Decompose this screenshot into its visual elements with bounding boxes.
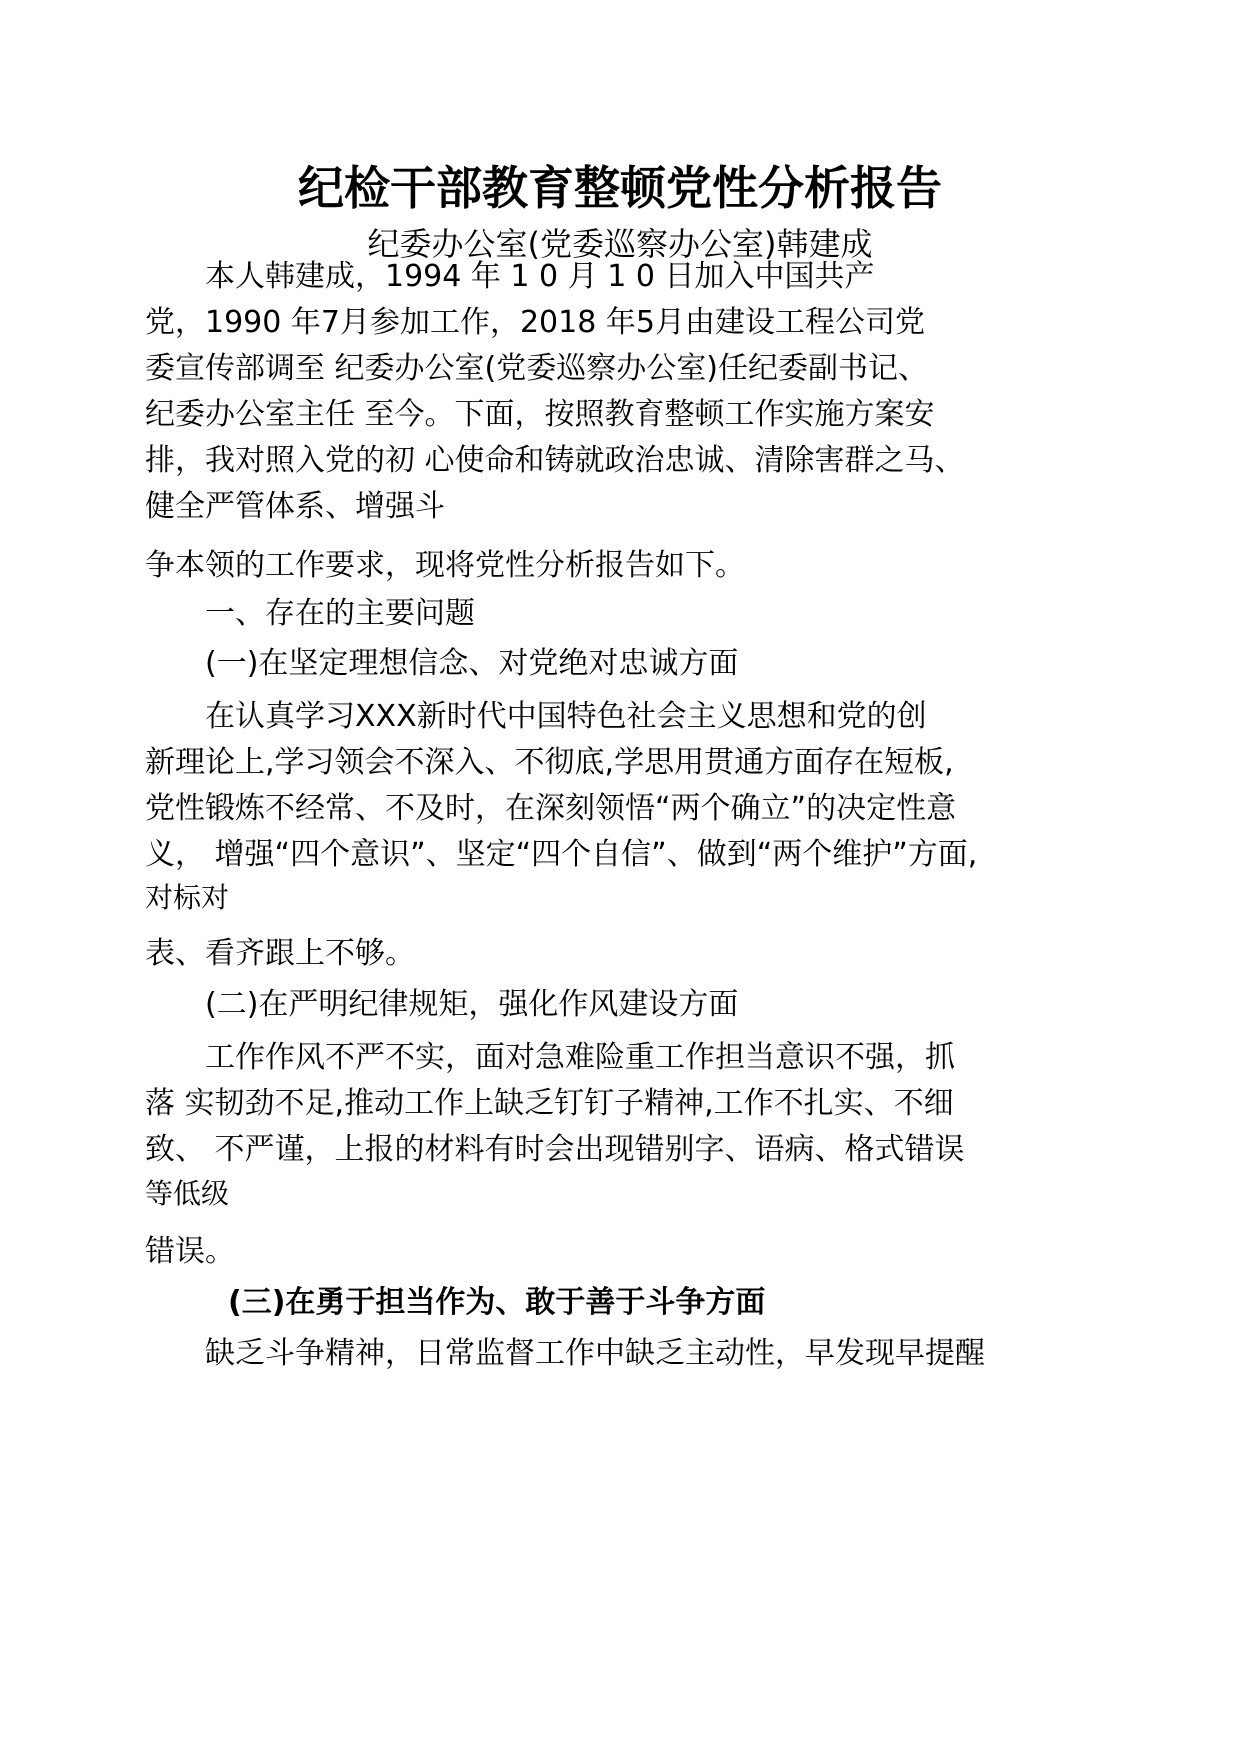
paragraph-line: 党，1990 年7月参加工作，2018 年5月由建设工程公司党 [145,305,925,340]
paragraph-line: 本人韩建成，1994 年 1 0 月 1 0 日加入中国共产 [205,259,875,294]
subsection-heading-bold: (三)在勇于担当作为、敢于善于斗争方面 [228,1285,766,1320]
document-title: 纪检干部教育整顿党性分析报告 [298,161,942,215]
paragraph-line: 落 实韧劲不足,推动工作上缺乏钉钉子精神,工作不扎实、不细 [145,1086,954,1121]
paragraph-line: 争本领的工作要求，现将党性分析报告如下。 [145,548,745,583]
paragraph-line: 致、 不严谨，上报的材料有时会出现错别字、语病、格式错误 [145,1132,965,1167]
paragraph-line: 义， 增强“四个意识”、坚定“四个自信”、做到“两个维护”方面, [145,837,978,872]
paragraph-line: 纪委办公室主任 至今。下面，按照教育整顿工作实施方案安 [145,397,935,432]
paragraph-line: 等低级 [145,1177,230,1210]
paragraph-line: 错误。 [145,1234,235,1269]
paragraph-line: 党性锻炼不经常、不及时，在深刻领悟“两个确立”的决定性意 [145,791,957,826]
document-subtitle: 纪委办公室(党委巡察办公室)韩建成 [367,225,873,263]
subsection-heading: (二)在严明纪律规矩，强化作风建设方面 [205,987,739,1022]
paragraph-line: 工作作风不严不实，面对急难险重工作担当意识不强，抓 [205,1040,955,1075]
section-heading: 一、存在的主要问题 [205,596,475,631]
paragraph-line: 委宣传部调至 纪委办公室(党委巡察办公室)任纪委副书记、 [145,351,928,386]
paragraph-line: 对标对 [145,881,230,914]
subsection-heading: (一)在坚定理想信念、对党绝对忠诚方面 [205,646,739,681]
paragraph-line: 健全严管体系、增强斗 [145,489,445,524]
paragraph-line: 新理论上,学习领会不深入、不彻底,学思用贯通方面存在短板, [145,745,954,780]
paragraph-line: 在认真学习XXX新时代中国特色社会主义思想和党的创 [205,699,927,734]
paragraph-line: 排，我对照入党的初 心使命和铸就政治忠诚、清除害群之马、 [145,443,965,478]
paragraph-line: 缺乏斗争精神，日常监督工作中缺乏主动性，早发现早提醒 [205,1336,985,1371]
paragraph-line: 表、看齐跟上不够。 [145,936,415,971]
